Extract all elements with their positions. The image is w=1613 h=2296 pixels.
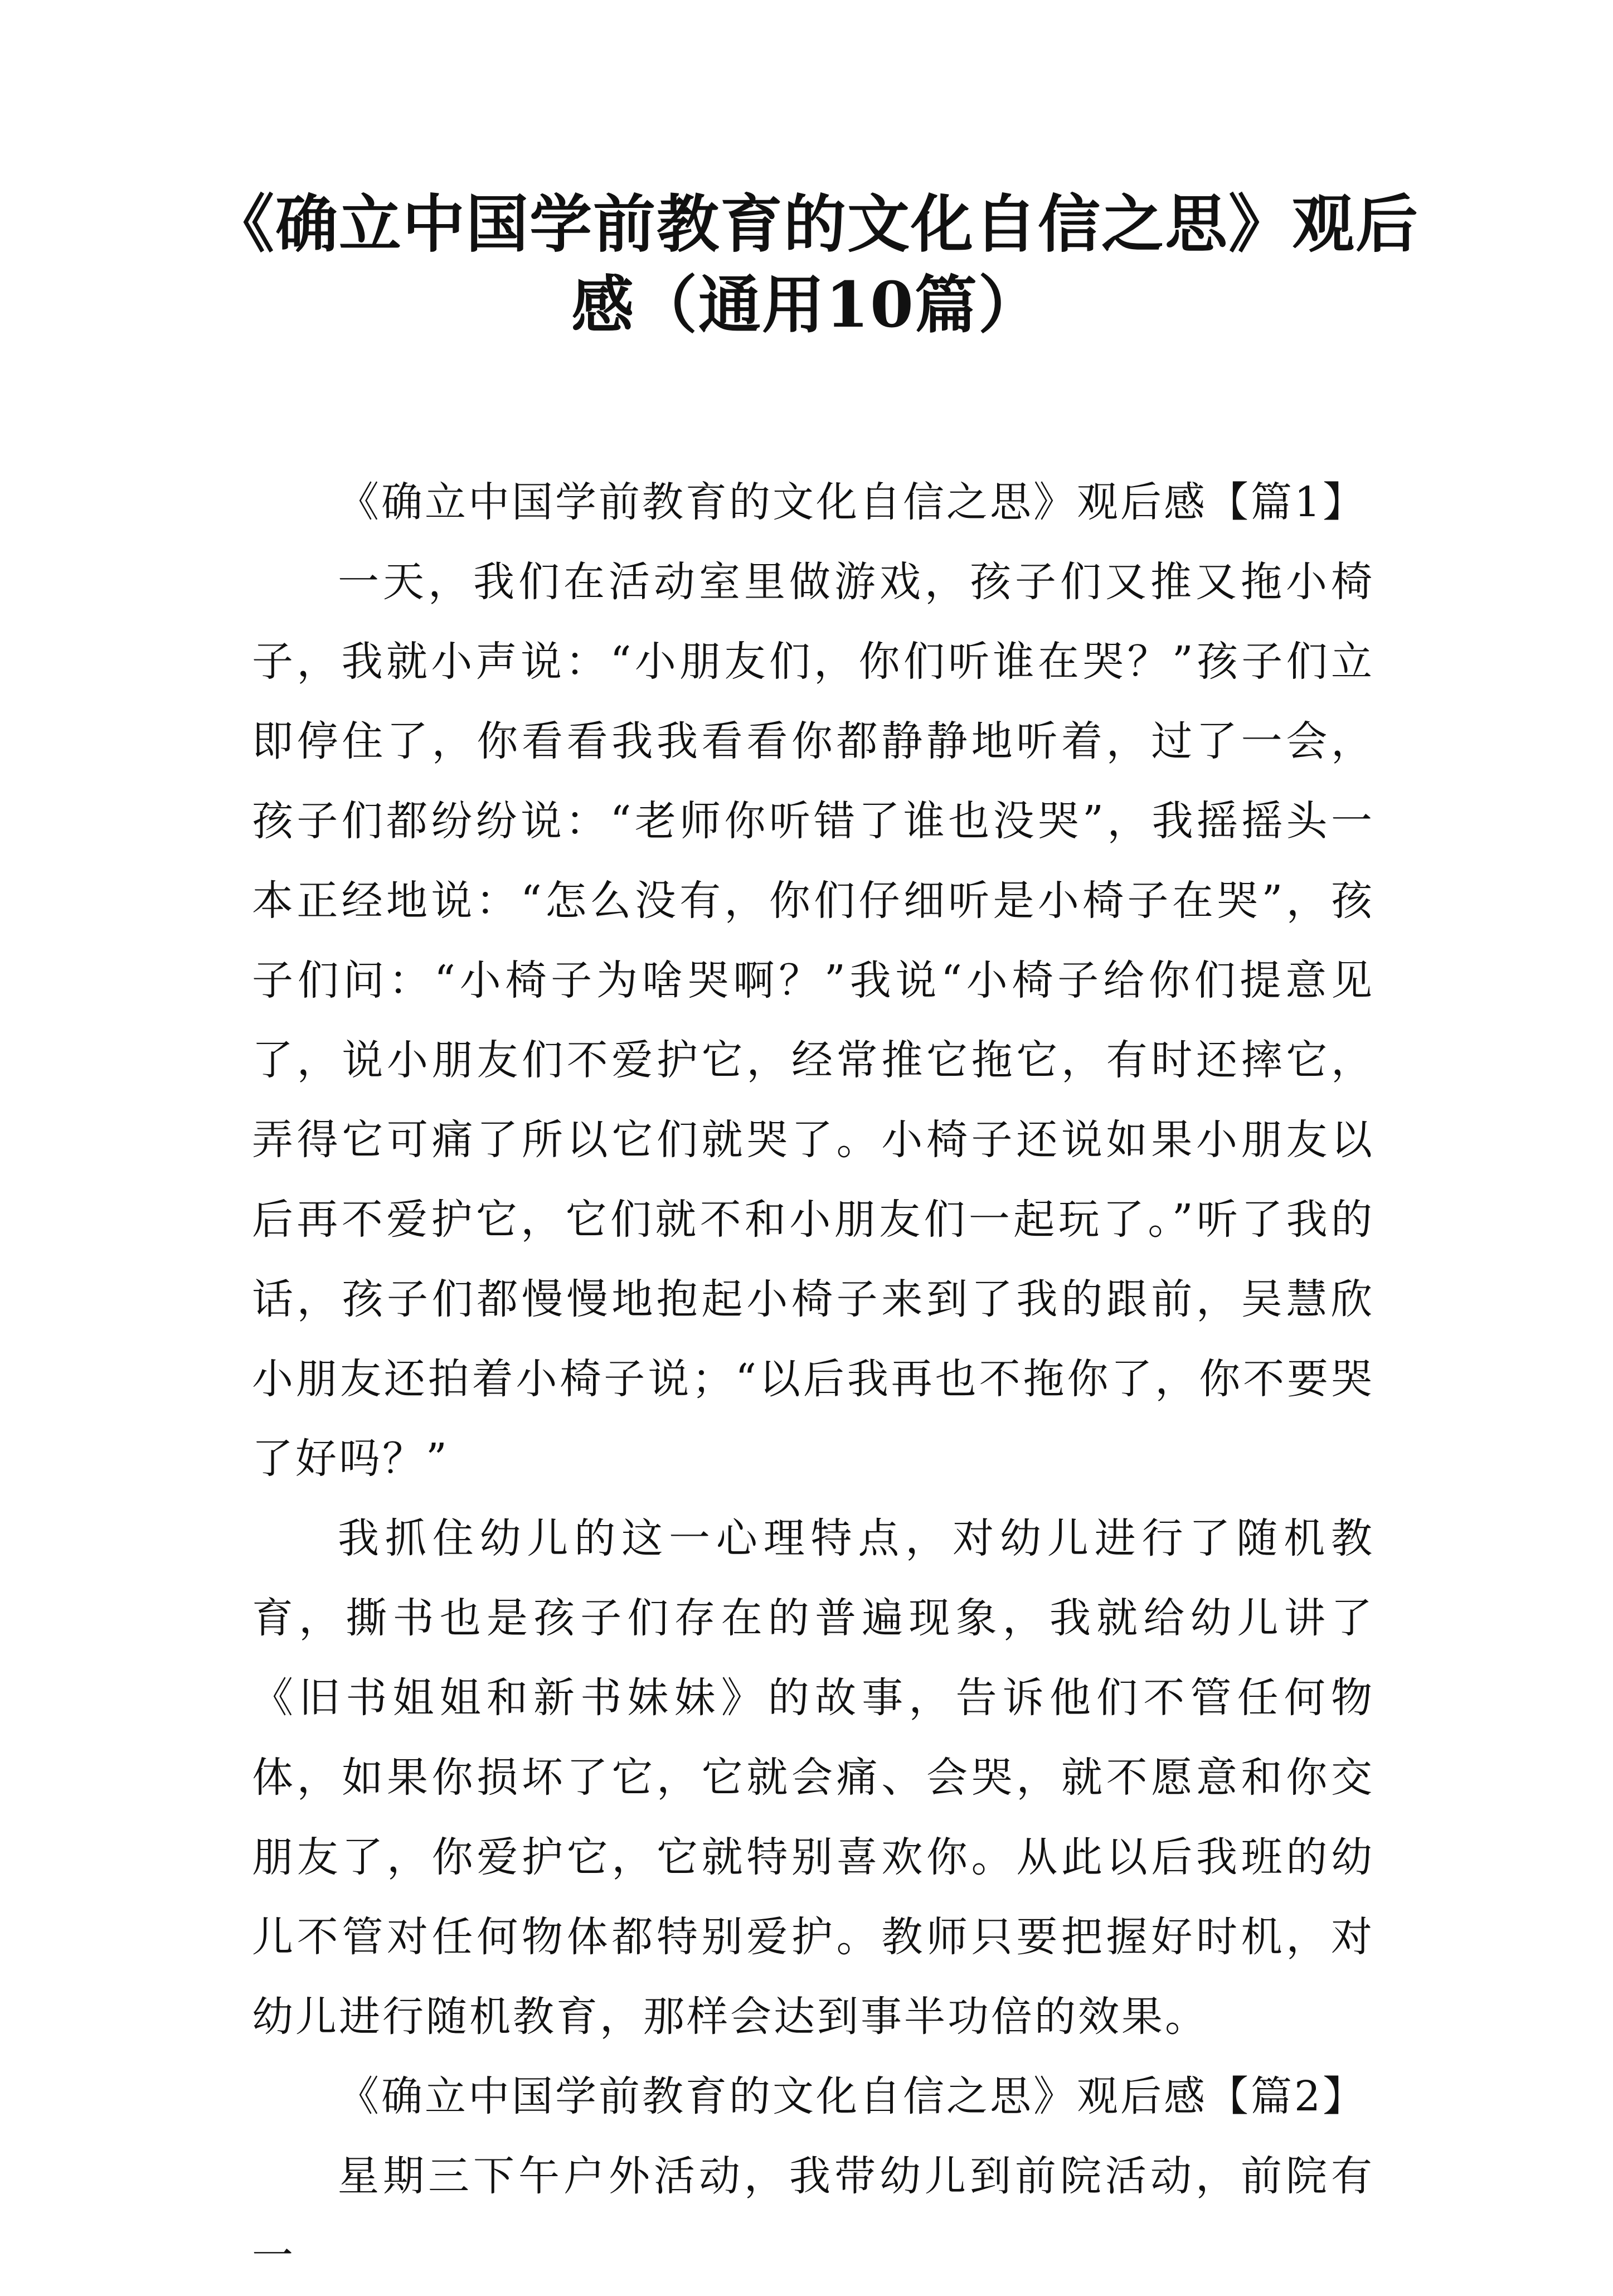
section-2-paragraph-1: 星期三下午户外活动，我带幼儿到前院活动，前院有一 — [252, 2152, 1374, 2280]
section-1-paragraph-1: 一天，我们在活动室里做游戏，孩子们又推又拖小椅子，我就小声说：“小朋友们，你们听谁在哭？”孩子们立即停住了，你看看我我看看你都静静地听着，过了一会，孩子们都纷纷说：“老师你听错了谁也没哭”，我摇摇头一本正经地说：“怎么没有，你们仔细听是小椅子在哭”，孩子们问：“小椅子为啥哭啊？”我说“小椅子给你们提意见了，说小朋友们不爱护它，经常推它拖它，有时还摔它，弄得它可痛了所以它们就哭了。小椅子还说如果小朋友以后再不爱护它，它们就不和小朋友们一起玩了。”听了我的话，孩子们都慢慢地抱起小椅子来到了我的跟前，吴慧欣小朋友还拍着小椅子说；“以后我再也不拖你了，你不要哭了好吗？” — [252, 558, 1374, 1483]
document-title-line-1: 《确立中国学前教育的文化自信之思》观后 — [212, 188, 1419, 261]
section-heading-2: 《确立中国学前教育的文化自信之思》观后感【篇2】 — [338, 2072, 1367, 2120]
document-title — [212, 184, 1419, 346]
section-heading-1: 《确立中国学前教育的文化自信之思》观后感【篇1】 — [338, 478, 1367, 526]
document-body — [252, 463, 1374, 2296]
section-1-paragraph-2: 我抓住幼儿的这一心理特点，对幼儿进行了随机教育，撕书也是孩子们存在的普遍现象，我就给幼儿讲了《旧书姐姐和新书妹妹》的故事，告诉他们不管任何物体，如果你损坏了它，它就会痛、会哭，就不愿意和你交朋友了，你爱护它，它就特别喜欢你。从此以后我班的幼儿不管对任何物体都特别爱护。教师只要把握好时机，对幼儿进行随机教育，那样会达到事半功倍的效果。 — [252, 1515, 1374, 2041]
document-title-line-2: 感（通用10篇） — [571, 269, 1042, 342]
